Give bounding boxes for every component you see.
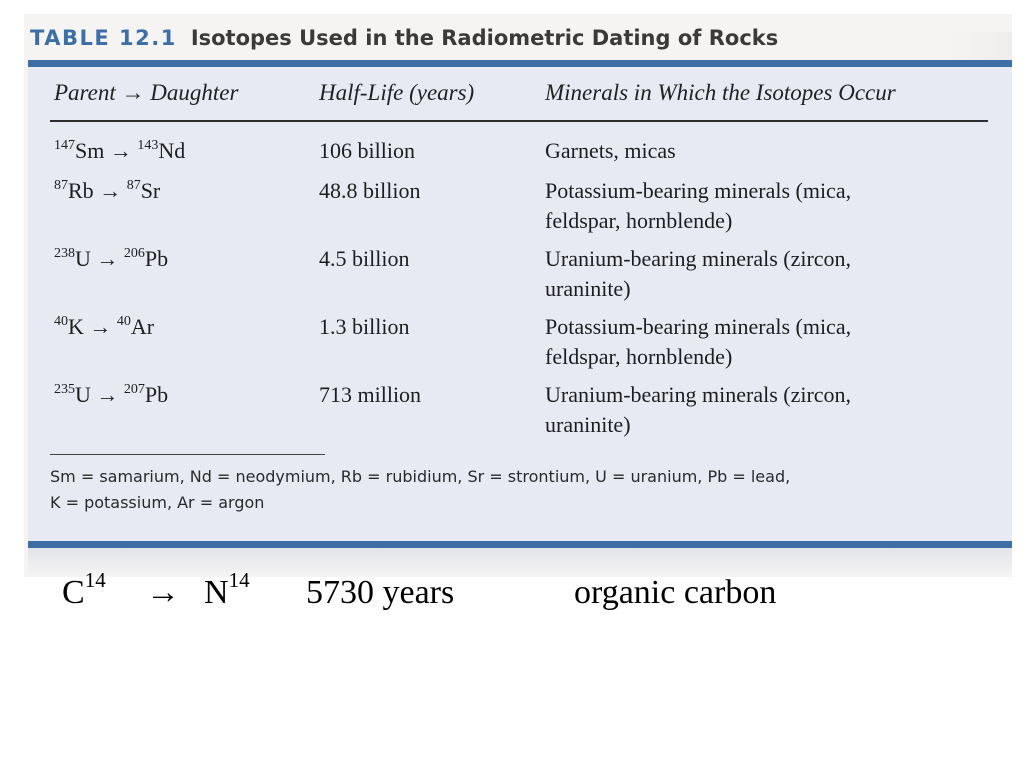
footnote-line: K = potassium, Ar = argon (50, 493, 265, 512)
half-life-cell: 4.5 billion (319, 246, 410, 271)
footnote-line: Sm = samarium, Nd = neodymium, Rb = rubidium, Sr = strontium, U = uranium, Pb = lead, (50, 467, 791, 486)
minerals-line: Potassium-bearing minerals (mica, (545, 314, 852, 339)
parent-symbol: K (68, 314, 84, 339)
daughter-symbol: Pb (144, 246, 169, 271)
minerals-line: uraninite) (545, 276, 631, 301)
column-header-parent-daughter: Parent → Daughter (54, 80, 239, 105)
minerals-cell (545, 176, 851, 236)
parent-symbol: U (75, 382, 91, 407)
isotope-pair (54, 244, 168, 274)
daughter-mass-number: 207 (123, 381, 145, 397)
top-rule (28, 60, 1012, 67)
daughter-symbol: Nd (158, 138, 186, 163)
decay-arrow: → (99, 178, 122, 203)
column-header-minerals: Minerals in Which the Isotopes Occur (545, 80, 896, 105)
note-material: organic carbon (574, 574, 777, 611)
daughter-symbol: Pb (144, 382, 169, 407)
isotope-pair (54, 136, 185, 166)
scanned-table-image (24, 14, 1012, 577)
daughter-mass-number: 40 (116, 313, 131, 329)
note-daughter-symbol: N (204, 574, 229, 611)
decay-arrow: → (89, 314, 112, 339)
header-rule (50, 120, 988, 122)
table-title: Isotopes Used in the Radiometric Dating of Rocks (190, 26, 779, 50)
daughter-mass-number: 206 (123, 245, 145, 261)
isotope-pair (54, 176, 160, 206)
parent-symbol: U (75, 246, 91, 271)
minerals-cell (545, 380, 851, 440)
half-life-cell: 1.3 billion (319, 314, 410, 339)
half-life-cell: 106 billion (319, 138, 415, 163)
parent-mass-number: 87 (54, 177, 68, 193)
parent-symbol: Rb (68, 178, 94, 203)
isotope-pair (54, 312, 154, 342)
minerals-line: Potassium-bearing minerals (mica, (545, 178, 852, 203)
footnote-rule (50, 454, 325, 455)
half-life-cell: 713 million (319, 382, 422, 407)
table-number: TABLE 12.1 (30, 26, 177, 50)
minerals-cell (545, 244, 851, 304)
note-arrow: → (146, 574, 180, 611)
half-life-cell: 48.8 billion (319, 178, 421, 203)
minerals-line: Uranium-bearing minerals (zircon, (545, 382, 852, 407)
note-parent-symbol: C (62, 574, 85, 611)
note-parent-mass: 14 (84, 567, 106, 592)
footnote (50, 464, 950, 516)
minerals-line: Uranium-bearing minerals (zircon, (545, 246, 852, 271)
minerals-cell (545, 312, 851, 372)
note-parent-isotope (62, 567, 106, 612)
column-header-half-life: Half-Life (years) (319, 80, 475, 105)
minerals-cell (545, 136, 676, 166)
isotope-pair (54, 380, 168, 410)
decay-arrow: → (96, 382, 119, 407)
note-daughter-isotope (204, 567, 250, 612)
bottom-rule (28, 541, 1012, 548)
parent-mass-number: 238 (54, 245, 75, 261)
note-half-life: 5730 years (306, 574, 455, 611)
table-heading (30, 16, 778, 60)
parent-mass-number: 147 (54, 137, 75, 153)
panel-fade (28, 548, 1012, 577)
daughter-symbol: Ar (130, 314, 155, 339)
minerals-line: Garnets, micas (545, 138, 676, 163)
daughter-mass-number: 87 (126, 177, 141, 193)
minerals-line: uraninite) (545, 412, 631, 437)
minerals-line: feldspar, hornblende) (545, 208, 733, 233)
parent-mass-number: 235 (54, 381, 75, 397)
decay-arrow: → (96, 246, 119, 271)
daughter-mass-number: 143 (137, 137, 159, 153)
decay-arrow: → (109, 138, 132, 163)
note-daughter-mass: 14 (228, 567, 250, 592)
parent-symbol: Sm (75, 138, 105, 163)
daughter-symbol: Sr (140, 178, 161, 203)
minerals-line: feldspar, hornblende) (545, 344, 733, 369)
parent-mass-number: 40 (54, 313, 68, 329)
